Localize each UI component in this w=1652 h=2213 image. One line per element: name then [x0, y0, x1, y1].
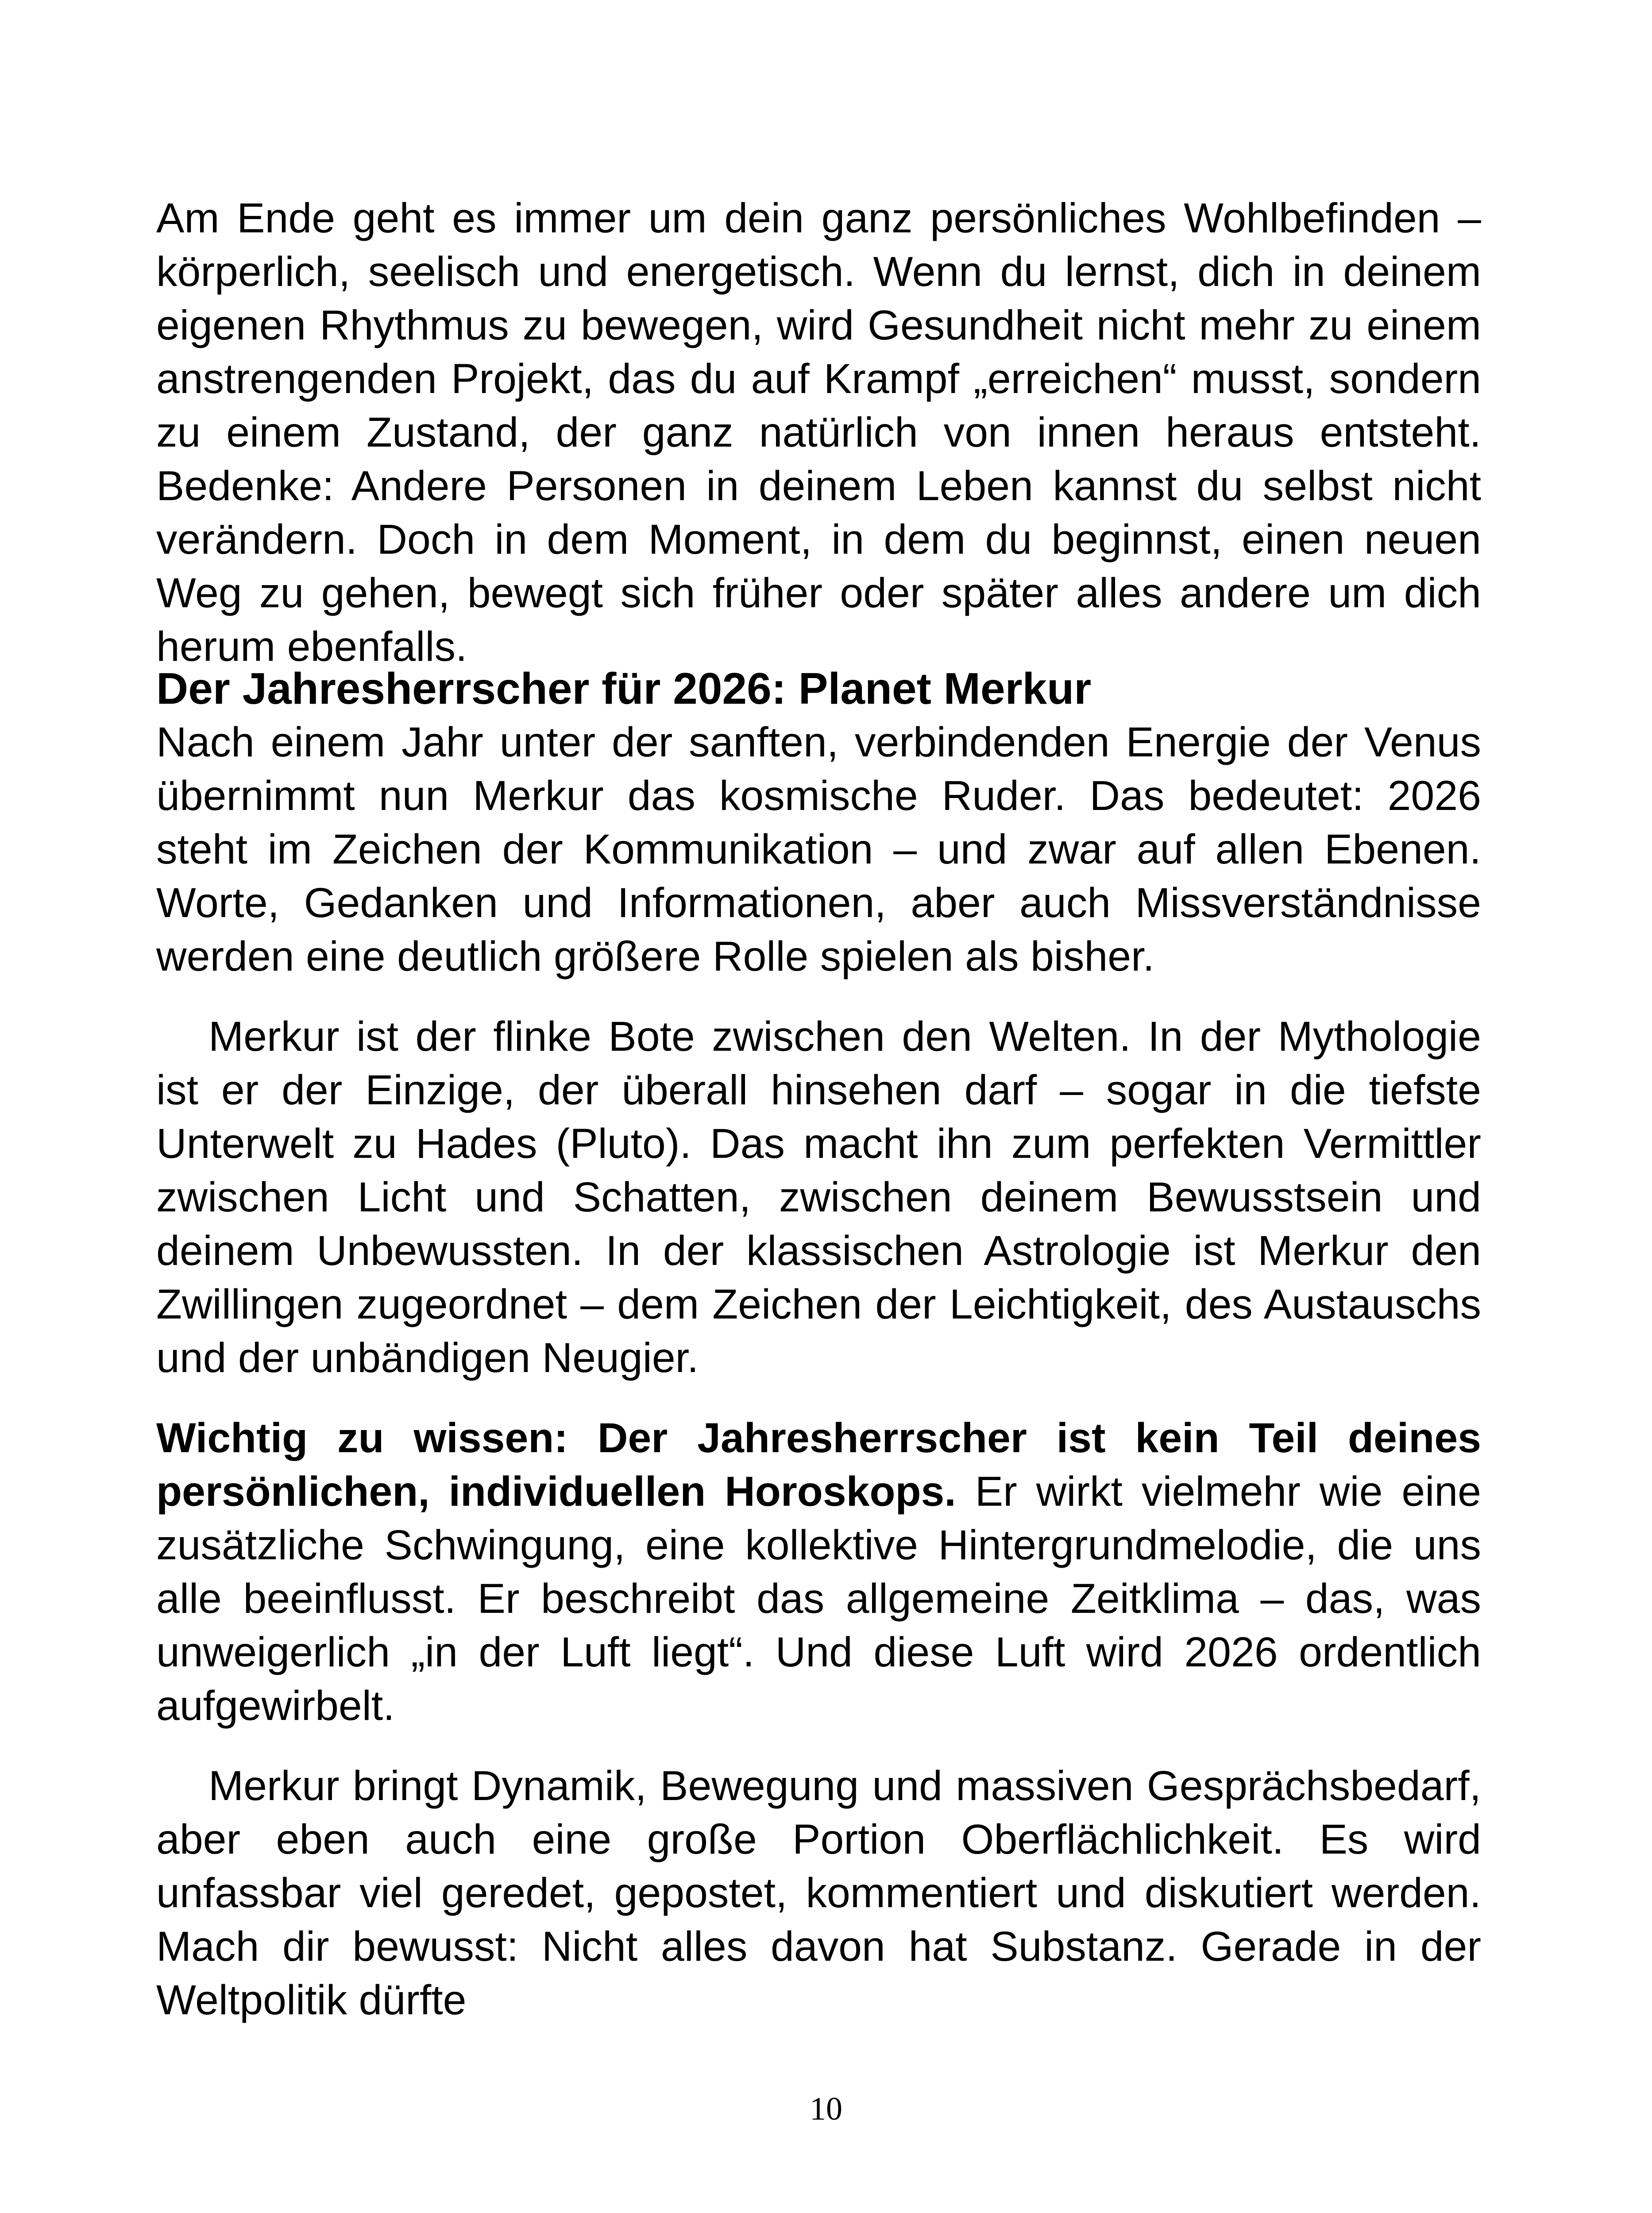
body-paragraph-4: Merkur bringt Dynamik, Bewegung und massiven Gesprächsbedarf, aber eben auch eine große Portion Oberflächlichkeit. Es wird unfassbar viel geredet, gepostet, kommentiert und diskutiert werden. Mach dir bewusst: Nicht alles davon hat Substanz. Gerade in der Weltpolitik dürfte — [156, 1762, 1481, 2024]
body-paragraph-3 — [156, 1411, 1481, 1733]
body-paragraph-1: Nach einem Jahr unter der sanften, verbindenden Energie der Venus übernimmt nun Merkur das kosmische Ruder. Das bedeutet: 2026 steht im Zeichen der Kommunikation – und zwar auf allen Ebenen. Worte, Gedanken und Informationen, aber auch Missverständnisse werden eine deutlich größere Rolle spielen als bisher. — [156, 719, 1481, 980]
intro-paragraph: Am Ende geht es immer um dein ganz persönliches Wohlbefinden – körperlich, seelisch und energetisch. Wenn du lernst, dich in deinem eigenen Rhythmus zu bewegen, wird Gesundheit nicht mehr zu einem anstrengenden Projekt, das du auf Krampf „erreichen“ musst, sondern zu einem Zustand, der ganz natürlich von innen heraus entsteht. Bedenke: Andere Personen in deinem Leben kannst du selbst nicht verändern. Doch in dem Moment, in dem du beginnst, einen neuen Weg zu gehen, bewegt sich früher oder später alles andere um dich herum ebenfalls. — [156, 195, 1481, 670]
paragraph-3-rest: Er wirkt vielmehr wie eine zusätzliche Schwingung, eine kollektive Hintergrundmelodie, die uns alle beeinflusst. Er beschreibt das allgemeine Zeitklima – das, was unweigerlich „in der Luft liegt“. Und diese Luft wird 2026 ordentlich aufgewirbelt. — [156, 1468, 1481, 1729]
body-paragraph-2: Merkur ist der flinke Bote zwischen den Welten. In der Mythologie ist er der Einzige, der überall hinsehen darf – sogar in die tiefste Unterwelt zu Hades (Pluto). Das macht ihn zum perfekten Vermittler zwischen Licht und Schatten, zwischen deinem Bewusstsein und deinem Unbewussten. In der klassischen Astrologie ist Merkur den Zwillingen zugeordnet – dem Zeichen der Leichtigkeit, des Austauschs und der unbändigen Neugier. — [156, 1013, 1481, 1381]
paragraph-3-bold-lead: Wichtig zu wissen: Der Jahresherrscher ist kein Teil deines persönlichen, individuellen Horoskops. — [156, 1415, 1481, 1515]
page-number: 10 — [810, 2091, 842, 2127]
section-heading: Der Jahresherrscher für 2026: Planet Merkur — [156, 664, 1092, 713]
intro-section — [156, 192, 1481, 674]
body-section — [156, 716, 1481, 2027]
